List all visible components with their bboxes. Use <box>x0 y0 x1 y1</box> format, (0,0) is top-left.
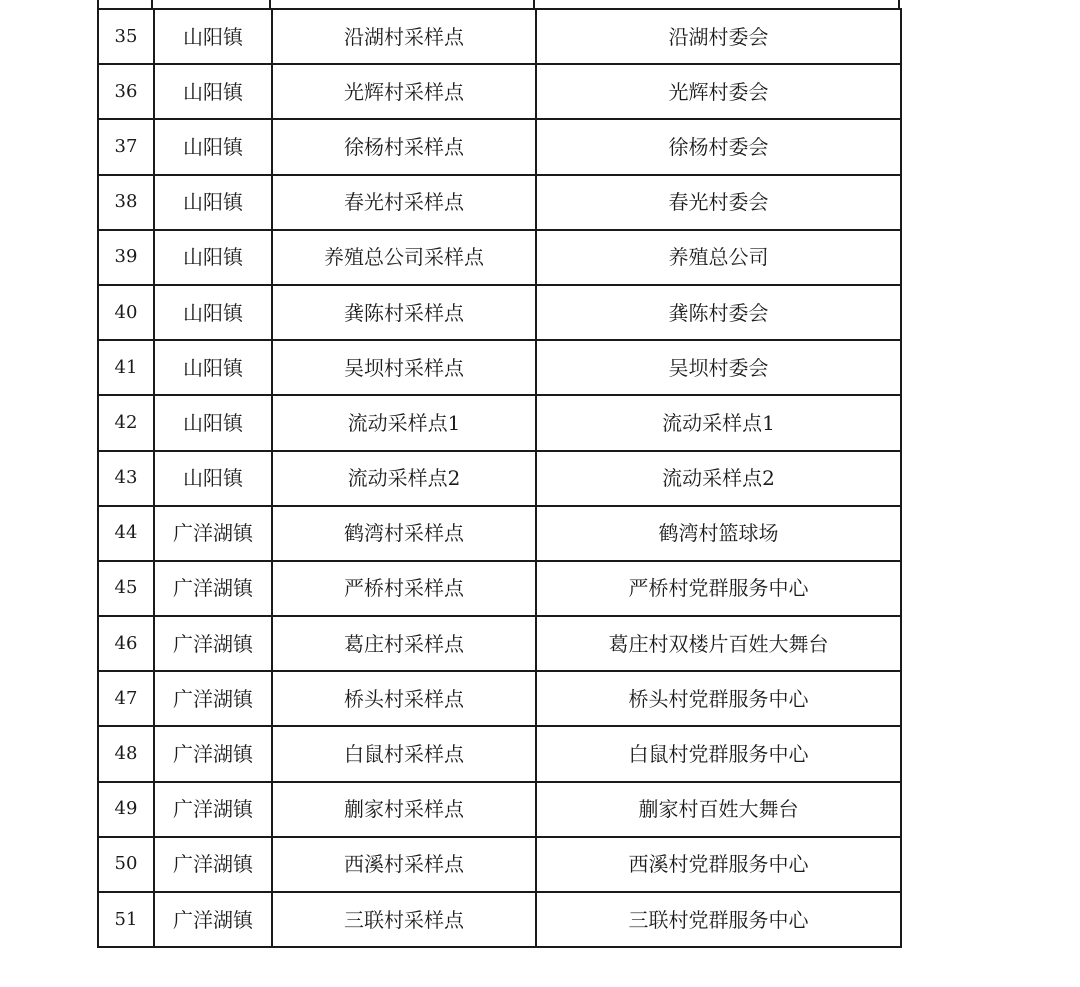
town-name: 山阳镇 <box>154 119 272 174</box>
table-row <box>98 451 901 506</box>
sampling-site-location: 葛庄村双楼片百姓大舞台 <box>536 616 901 671</box>
table-row <box>98 395 901 450</box>
sampling-site-name: 光辉村采样点 <box>272 64 536 119</box>
sampling-site-name: 桥头村采样点 <box>272 671 536 726</box>
sampling-site-name: 吴坝村采样点 <box>272 340 536 395</box>
row-number: 37 <box>98 119 154 174</box>
town-name: 广洋湖镇 <box>154 782 272 837</box>
sampling-site-name: 鹤湾村采样点 <box>272 506 536 561</box>
table-row <box>98 726 901 781</box>
sampling-site-location: 桥头村党群服务中心 <box>536 671 901 726</box>
town-name: 广洋湖镇 <box>154 726 272 781</box>
town-name: 山阳镇 <box>154 451 272 506</box>
sampling-site-name: 沿湖村采样点 <box>272 9 536 64</box>
town-name: 山阳镇 <box>154 285 272 340</box>
sampling-site-name: 龚陈村采样点 <box>272 285 536 340</box>
table-row <box>98 506 901 561</box>
table-row <box>98 9 901 64</box>
table-row <box>98 671 901 726</box>
town-name: 山阳镇 <box>154 9 272 64</box>
row-number: 40 <box>98 285 154 340</box>
town-name: 广洋湖镇 <box>154 671 272 726</box>
row-number: 47 <box>98 671 154 726</box>
sampling-site-location: 沿湖村委会 <box>536 9 901 64</box>
row-number: 38 <box>98 175 154 230</box>
table-row <box>98 561 901 616</box>
town-name: 山阳镇 <box>154 230 272 285</box>
table-row <box>98 892 901 947</box>
row-number: 35 <box>98 9 154 64</box>
row-number: 51 <box>98 892 154 947</box>
sampling-site-name: 三联村采样点 <box>272 892 536 947</box>
town-name: 广洋湖镇 <box>154 892 272 947</box>
sampling-site-location: 光辉村委会 <box>536 64 901 119</box>
town-name: 山阳镇 <box>154 340 272 395</box>
table-row <box>98 119 901 174</box>
sampling-site-location: 龚陈村委会 <box>536 285 901 340</box>
table-row <box>98 782 901 837</box>
row-number: 39 <box>98 230 154 285</box>
row-number: 50 <box>98 837 154 892</box>
sampling-site-name: 春光村采样点 <box>272 175 536 230</box>
sampling-site-location: 流动采样点2 <box>536 451 901 506</box>
sampling-site-location: 严桥村党群服务中心 <box>536 561 901 616</box>
table-top-continuation <box>97 0 900 8</box>
table-body <box>98 9 901 947</box>
sampling-site-location: 三联村党群服务中心 <box>536 892 901 947</box>
town-name: 广洋湖镇 <box>154 616 272 671</box>
sampling-site-location: 西溪村党群服务中心 <box>536 837 901 892</box>
table-row <box>98 340 901 395</box>
sampling-site-location: 蒯家村百姓大舞台 <box>536 782 901 837</box>
sampling-site-name: 葛庄村采样点 <box>272 616 536 671</box>
table-row <box>98 175 901 230</box>
row-number: 42 <box>98 395 154 450</box>
sampling-site-name: 徐杨村采样点 <box>272 119 536 174</box>
table-row <box>98 616 901 671</box>
town-name: 广洋湖镇 <box>154 837 272 892</box>
table-row <box>98 285 901 340</box>
table-row <box>98 64 901 119</box>
town-name: 广洋湖镇 <box>154 561 272 616</box>
row-number: 43 <box>98 451 154 506</box>
sampling-site-location: 徐杨村委会 <box>536 119 901 174</box>
row-number: 36 <box>98 64 154 119</box>
sampling-site-name: 流动采样点1 <box>272 395 536 450</box>
sampling-site-location: 春光村委会 <box>536 175 901 230</box>
sampling-site-location: 白鼠村党群服务中心 <box>536 726 901 781</box>
sampling-site-name: 严桥村采样点 <box>272 561 536 616</box>
sampling-site-location: 养殖总公司 <box>536 230 901 285</box>
table-row <box>98 837 901 892</box>
sampling-site-location: 吴坝村委会 <box>536 340 901 395</box>
row-number: 41 <box>98 340 154 395</box>
row-number: 45 <box>98 561 154 616</box>
table-row <box>98 230 901 285</box>
row-number: 49 <box>98 782 154 837</box>
sampling-site-location: 鹤湾村篮球场 <box>536 506 901 561</box>
row-number: 48 <box>98 726 154 781</box>
town-name: 广洋湖镇 <box>154 506 272 561</box>
sampling-site-name: 蒯家村采样点 <box>272 782 536 837</box>
sampling-sites-table <box>97 8 902 948</box>
sampling-site-name: 西溪村采样点 <box>272 837 536 892</box>
row-number: 44 <box>98 506 154 561</box>
sampling-site-name: 流动采样点2 <box>272 451 536 506</box>
sampling-site-name: 白鼠村采样点 <box>272 726 536 781</box>
sampling-site-name: 养殖总公司采样点 <box>272 230 536 285</box>
town-name: 山阳镇 <box>154 395 272 450</box>
town-name: 山阳镇 <box>154 175 272 230</box>
document-page <box>97 0 900 983</box>
town-name: 山阳镇 <box>154 64 272 119</box>
sampling-site-location: 流动采样点1 <box>536 395 901 450</box>
row-number: 46 <box>98 616 154 671</box>
